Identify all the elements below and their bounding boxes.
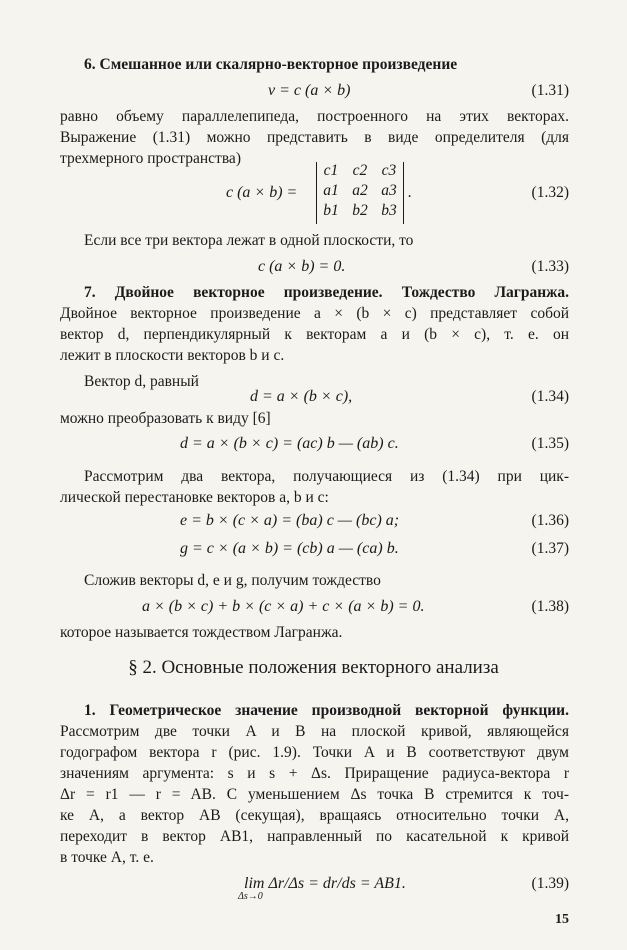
equation-number: (1.38) xyxy=(531,598,569,615)
equation-1-34: d = a × (b × c), xyxy=(250,388,353,405)
equation-number: (1.36) xyxy=(531,512,569,529)
text-line: в точке A, т. е. xyxy=(60,849,154,866)
det-cell: a1 xyxy=(323,182,339,199)
equation-number: (1.32) xyxy=(531,184,569,201)
text-line: ке A, а вектор AB (секущая), вращаясь относительно точки A, xyxy=(60,807,569,824)
equation-number: (1.37) xyxy=(531,540,569,557)
text-line: годографом вектора r (рис. 1.9). Точки A и B соответствуют двум xyxy=(60,744,569,761)
text-line: можно преобразовать к виду [6] xyxy=(60,410,271,427)
text-line: которое называется тождеством Лагранжа. xyxy=(60,624,343,641)
equation-1-35: d = a × (b × c) = (ac) b — (ab) c. xyxy=(180,435,399,452)
paragraph-7-heading: 7. Двойное векторное произведение. Тождество Лагранжа. xyxy=(84,284,569,301)
equation-1-32-left: c (a × b) = xyxy=(226,184,298,201)
determinant-period: . xyxy=(408,184,412,201)
text-line: Двойное векторное произведение a × (b × c) представляет собой xyxy=(60,305,569,322)
equation-number: (1.39) xyxy=(531,875,569,892)
equation-number: (1.35) xyxy=(531,435,569,452)
det-cell: c2 xyxy=(352,162,368,179)
equation-number: (1.31) xyxy=(531,82,569,99)
det-cell: a3 xyxy=(381,182,397,199)
text-line: лической перестановке векторов a, b и c: xyxy=(60,489,329,506)
text-line: равно объему параллелепипеда, построенного на этих векторах. xyxy=(60,108,569,125)
equation-number: (1.34) xyxy=(531,388,569,405)
equation-number: (1.33) xyxy=(531,258,569,275)
text-line: Вектор d, равный xyxy=(84,373,199,390)
paragraph-1-heading: 1. Геометрическое значение производной векторной функции. xyxy=(84,702,569,719)
determinant xyxy=(316,162,404,224)
text-line: Рассмотрим два вектора, получающиеся из (1.34) при цик- xyxy=(84,468,569,485)
equation-1-33: c (a × b) = 0. xyxy=(258,258,346,275)
det-cell: b2 xyxy=(352,202,368,219)
limit-subscript: Δs→0 xyxy=(238,891,263,902)
det-cell: c1 xyxy=(323,162,339,179)
text-line: Рассмотрим две точки A и B на плоской кривой, являющейся xyxy=(60,723,569,740)
equation-1-37: g = c × (a × b) = (cb) a — (ca) b. xyxy=(180,540,399,557)
text-line: переходит в вектор AB1, направленный по касательной к кривой xyxy=(60,828,569,845)
text-line: лежит в плоскости векторов b и c. xyxy=(60,347,285,364)
det-cell: b3 xyxy=(381,202,397,219)
det-cell: a2 xyxy=(352,182,368,199)
section-title: § 2. Основные положения векторного анализа xyxy=(128,657,499,678)
equation-1-38: a × (b × c) + b × (c × a) + c × (a × b) = 0. xyxy=(142,598,425,615)
equation-1-36: e = b × (c × a) = (ba) c — (bc) a; xyxy=(180,512,400,529)
text-line: Δr = r1 — r = AB. С уменьшением Δs точка B стремится к точ- xyxy=(60,786,569,803)
page-number: 15 xyxy=(555,912,569,927)
det-cell: b1 xyxy=(323,202,339,219)
text-line: вектор d, перпендикулярный к векторам a и (b × c), т. е. он xyxy=(60,326,569,343)
text-line: Если все три вектора лежат в одной плоскости, то xyxy=(84,232,414,249)
paragraph-6-heading: 6. Смешанное или скалярно-векторное произведение xyxy=(84,56,458,73)
equation-1-39: lim Δr/Δs = dr/ds = AB1. xyxy=(244,875,406,892)
text-line: Сложив векторы d, e и g, получим тождество xyxy=(84,572,381,589)
text-line: значениям аргумента: s и s + Δs. Приращение радиуса-вектора r xyxy=(60,765,569,782)
det-cell: c3 xyxy=(381,162,397,179)
text-line: трехмерного пространства) xyxy=(60,150,241,167)
text-line: Выражение (1.31) можно представить в виде определителя (для xyxy=(60,129,569,146)
equation-1-31: v = c (a × b) xyxy=(268,82,351,99)
